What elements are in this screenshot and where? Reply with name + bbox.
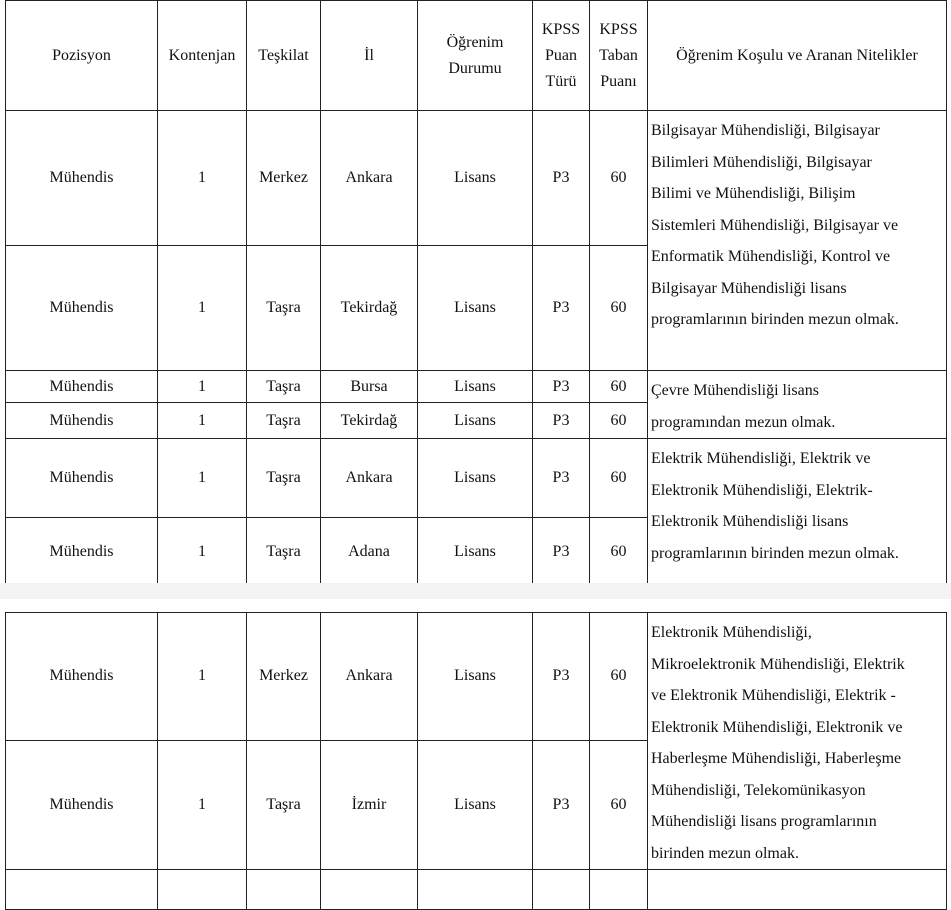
table-cell: Tekirdağ	[321, 403, 418, 439]
table-row	[6, 439, 947, 518]
requirements-line: Sistemleri Mühendisliği, Bilgisayar ve	[651, 216, 899, 234]
requirements-line: Elektrik Mühendisliği, Elektrik ve	[651, 450, 871, 467]
requirements-line: Mikroelektronik Mühendisliği, Elektrik	[651, 655, 905, 673]
header-line: Taban	[599, 46, 638, 64]
table-row-partial	[6, 870, 947, 910]
table-cell: 60	[590, 740, 648, 869]
table-cell: P3	[533, 403, 590, 439]
table-cell: Taşra	[247, 246, 321, 371]
requirements-line: programından mezun olmak.	[651, 413, 836, 431]
table-cell: Lisans	[418, 403, 533, 439]
table-cell: P3	[533, 439, 590, 518]
table-cell: Taşra	[247, 740, 321, 869]
requirements-line: birinden mezun olmak.	[651, 844, 799, 862]
table-cell: 1	[158, 111, 247, 246]
requirements-line: Elektronik Mühendisliği,	[651, 624, 812, 641]
table-cell: 1	[158, 740, 247, 869]
table-cell: Ankara	[321, 111, 418, 246]
table-cell: Mühendis	[6, 439, 158, 518]
table-cell: Taşra	[247, 518, 321, 586]
table-cell: 1	[158, 371, 247, 403]
table-cell: Merkez	[247, 111, 321, 246]
header-nitelikler: Öğrenim Koşulu ve Aranan Nitelikler	[648, 1, 947, 111]
table-cell	[418, 870, 533, 910]
table-cell: 1	[158, 246, 247, 371]
table-cell: 60	[590, 403, 648, 439]
table-cell: Taşra	[247, 371, 321, 403]
table-cell: Lisans	[418, 439, 533, 518]
header-il: İl	[321, 1, 418, 111]
requirements-line: Enformatik Mühendisliği, Kontrol ve	[651, 248, 891, 265]
positions-table-2	[5, 612, 947, 910]
requirements-line: Elektronik Mühendisliği lisans	[651, 513, 849, 530]
table-cell: Tekirdağ	[321, 246, 418, 371]
requirements-line: programlarının birinden mezun olmak.	[651, 311, 899, 328]
header-row	[6, 1, 947, 111]
table-cell	[590, 870, 648, 910]
table-cell: 1	[158, 439, 247, 518]
requirements-line: Elektronik Mühendisliği, Elektrik-	[651, 481, 873, 499]
header-line: Durumu	[448, 59, 502, 77]
header-teskilat: Teşkilat	[247, 1, 321, 111]
requirements-line: Bilimi ve Mühendisliği, Bilişim	[651, 185, 856, 202]
table-cell: Mühendis	[6, 613, 158, 741]
table-cell: Lisans	[418, 246, 533, 371]
table-cell: 60	[590, 371, 648, 403]
header-line: Puanı	[600, 72, 637, 90]
header-pozisyon: Pozisyon	[6, 1, 158, 111]
table-cell	[247, 870, 321, 910]
header-line: KPSS	[541, 20, 581, 38]
header-line: Puan	[545, 46, 577, 64]
table-cell: P3	[533, 613, 590, 741]
table-cell: Adana	[321, 518, 418, 586]
table-row	[6, 371, 947, 403]
table-cell: Mühendis	[6, 371, 158, 403]
table-cell: Mühendis	[6, 518, 158, 586]
requirements-cell	[648, 613, 947, 870]
requirements-line: Mühendisliği, Telekomünikasyon	[651, 781, 866, 799]
table-cell: Taşra	[247, 403, 321, 439]
table-cell: P3	[533, 371, 590, 403]
table-cell: P3	[533, 740, 590, 869]
table-cell: Bursa	[321, 371, 418, 403]
requirements-line: Çevre Mühendisliği lisans	[651, 382, 819, 399]
table-cell: 60	[590, 246, 648, 371]
table-cell: 60	[590, 439, 648, 518]
requirements-line: Haberleşme Mühendisliği, Haberleşme	[651, 750, 902, 767]
requirements-line: Mühendisliği lisans programlarının	[651, 813, 877, 830]
requirements-cell	[648, 371, 947, 439]
header-line: Öğrenim	[446, 33, 504, 51]
table-cell	[533, 870, 590, 910]
header-line: Türü	[545, 72, 577, 90]
table-cell: İzmir	[321, 740, 418, 869]
requirements-line: Elektronik Mühendisliği, Elektronik ve	[651, 718, 903, 736]
table-cell: 60	[590, 613, 648, 741]
table-cell: Lisans	[418, 613, 533, 741]
table-cell: Taşra	[247, 439, 321, 518]
table-cell: P3	[533, 111, 590, 246]
table-cell: 60	[590, 111, 648, 246]
table-cell	[6, 870, 158, 910]
requirements-line: Bilgisayar Mühendisliği lisans	[651, 279, 847, 297]
table-row	[6, 111, 947, 246]
page-gap	[0, 583, 951, 599]
table-cell: Ankara	[321, 613, 418, 741]
table-cell: P3	[533, 518, 590, 586]
table-cell: Lisans	[418, 518, 533, 586]
requirements-cell	[648, 111, 947, 371]
table-row	[6, 613, 947, 741]
table-cell: Ankara	[321, 439, 418, 518]
header-ogrenim-durumu	[418, 1, 533, 111]
table-cell: Mühendis	[6, 403, 158, 439]
table-cell: 1	[158, 613, 247, 741]
table-cell: Merkez	[247, 613, 321, 741]
table-cell: Mühendis	[6, 111, 158, 246]
table-cell	[648, 870, 947, 910]
table-cell: Lisans	[418, 371, 533, 403]
positions-table-1	[5, 0, 947, 586]
table-cell: 60	[590, 518, 648, 586]
table-cell: Lisans	[418, 740, 533, 869]
header-kontenjan: Kontenjan	[158, 1, 247, 111]
table-cell: 1	[158, 518, 247, 586]
requirements-line: Bilimleri Mühendisliği, Bilgisayar	[651, 153, 872, 171]
table-cell: Mühendis	[6, 740, 158, 869]
table-cell	[321, 870, 418, 910]
table-cell: P3	[533, 246, 590, 371]
header-puan-turu	[533, 1, 590, 111]
table-cell	[158, 870, 247, 910]
header-line: KPSS	[599, 20, 638, 38]
table-cell: 1	[158, 403, 247, 439]
header-taban-puani	[590, 1, 648, 111]
requirements-line: Bilgisayar Mühendisliği, Bilgisayar	[651, 122, 880, 139]
requirements-line: programlarının birinden mezun olmak.	[651, 544, 899, 562]
table-cell: Mühendis	[6, 246, 158, 371]
requirements-cell	[648, 439, 947, 586]
table-cell: Lisans	[418, 111, 533, 246]
requirements-line: ve Elektronik Mühendisliği, Elektrik -	[651, 687, 896, 704]
